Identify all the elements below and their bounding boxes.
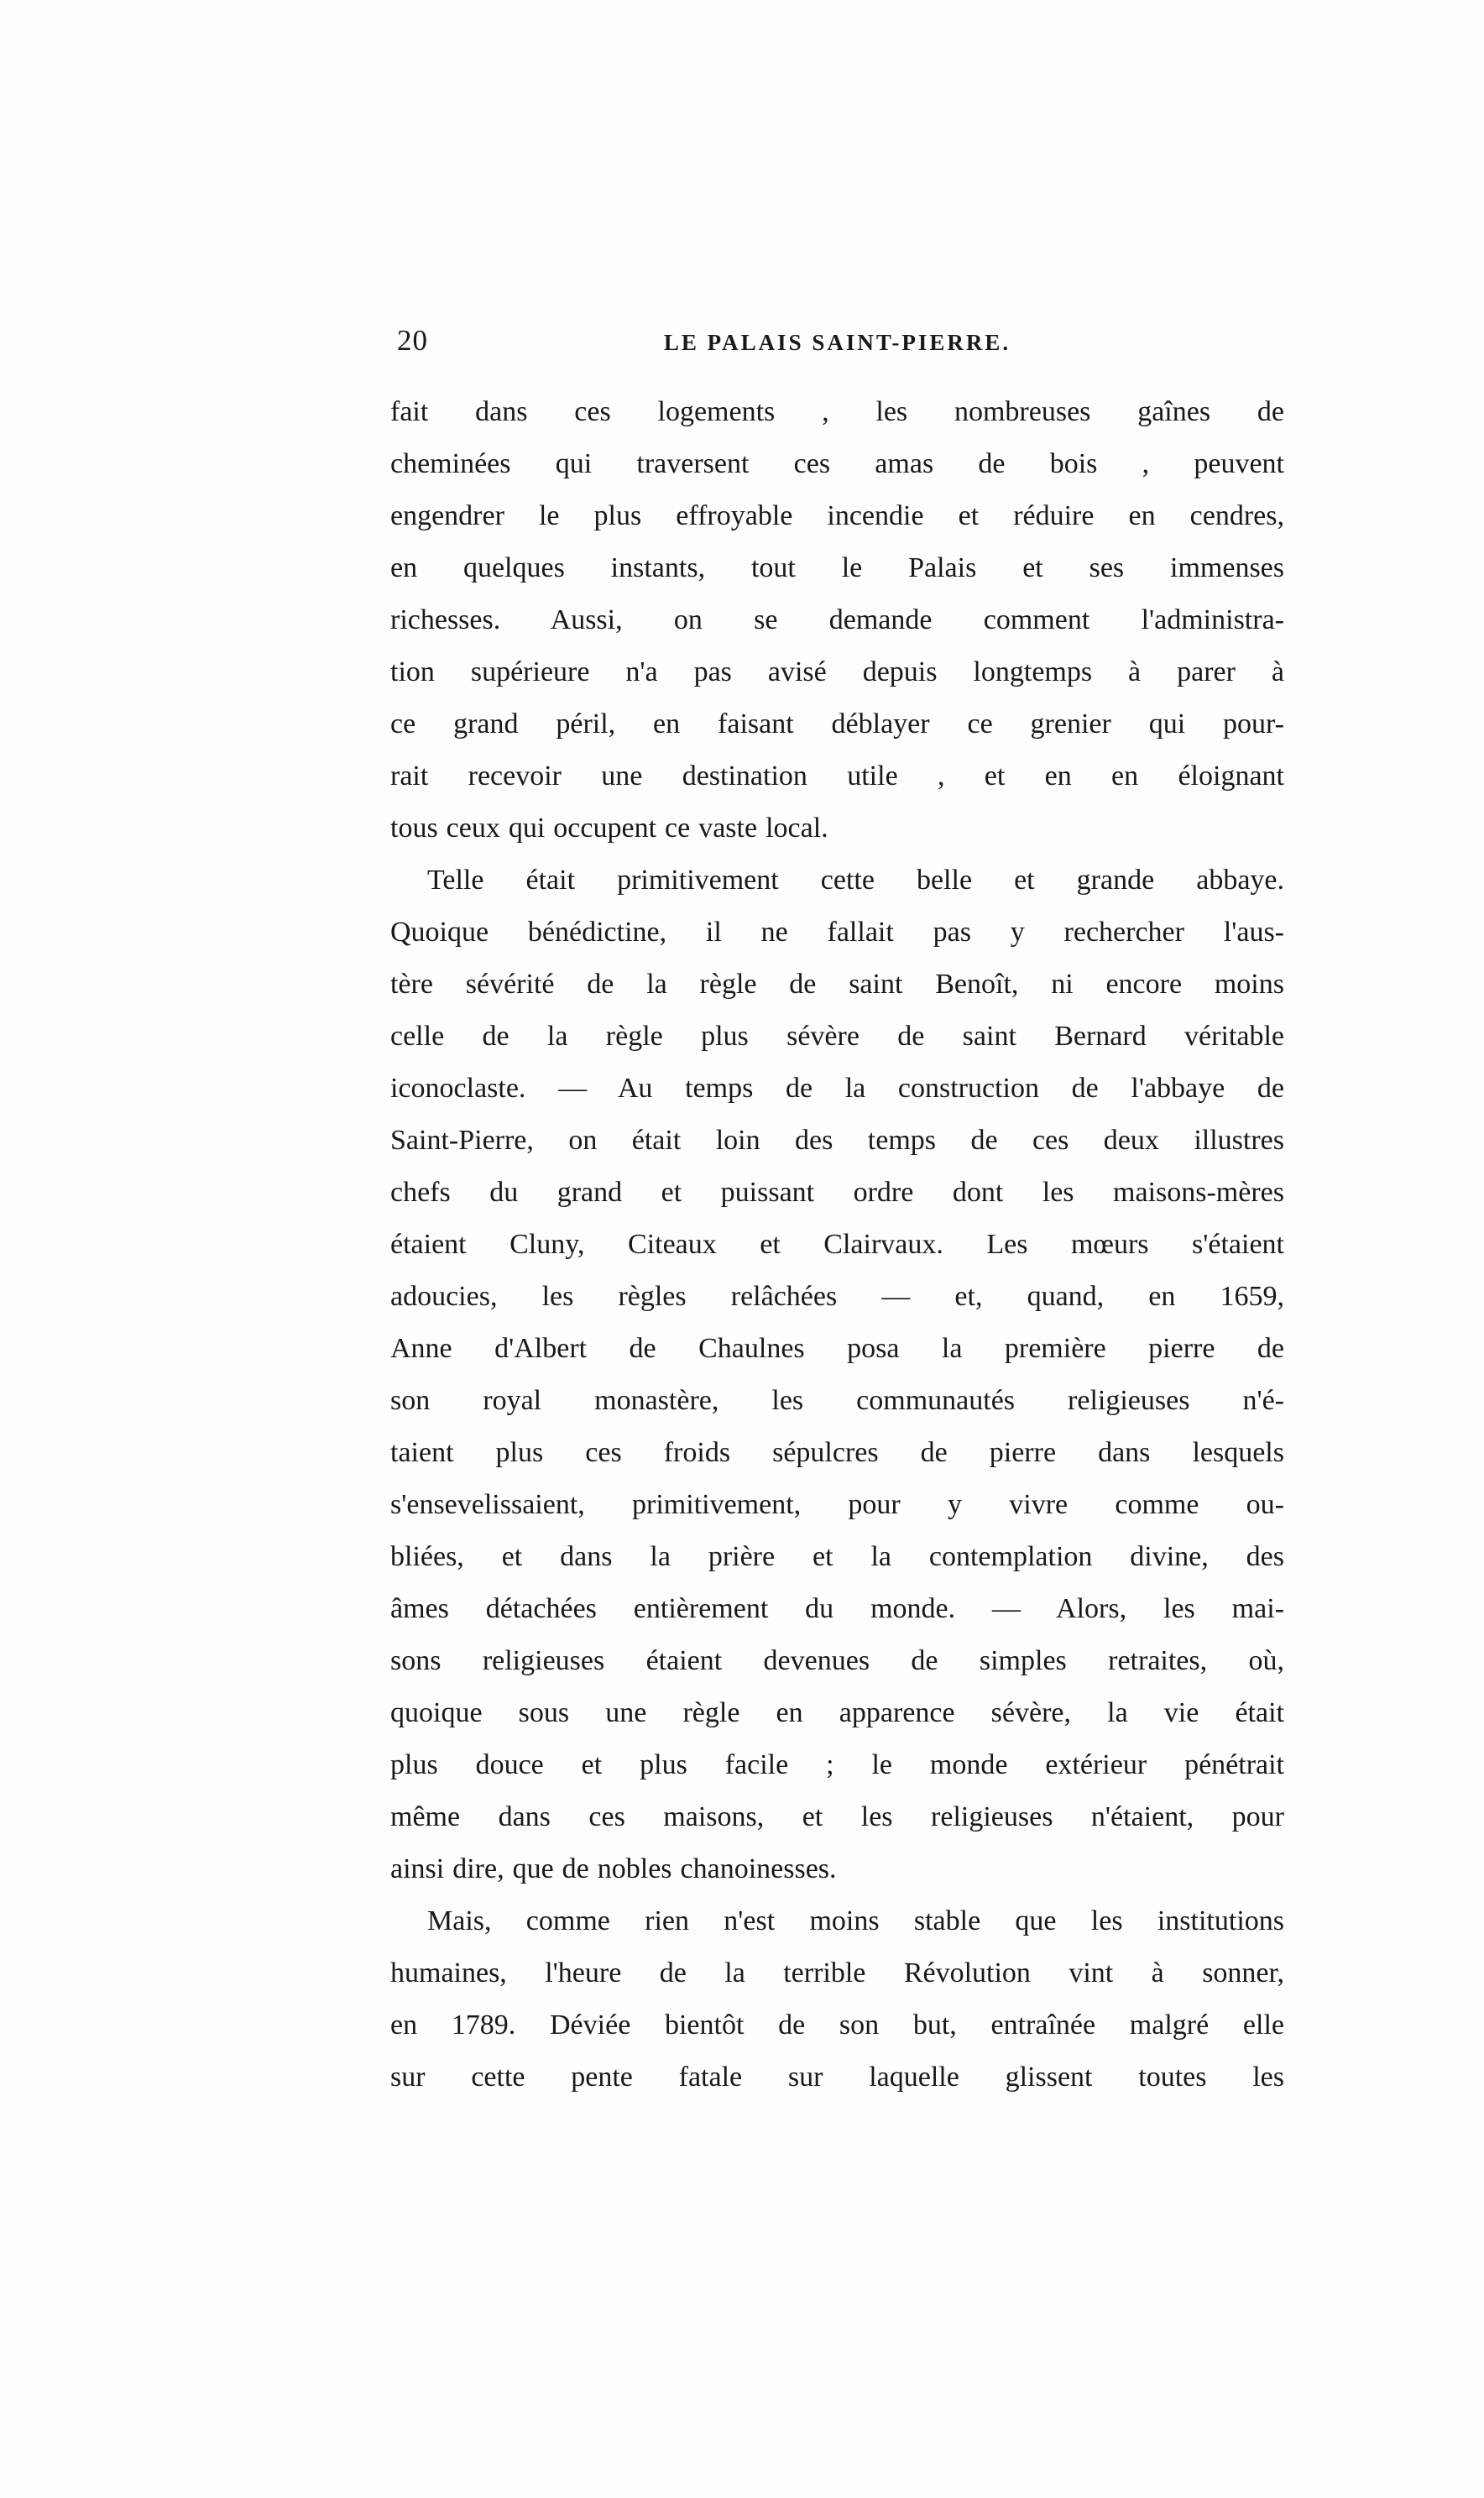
text-line: fait dans ces logements , les nombreuses gaînes de [390, 396, 1284, 427]
text-line: plus douce et plus facile ; le monde extérieur pénétrait [390, 1749, 1284, 1780]
text-line: même dans ces maisons, et les religieuses n'étaient, pour [390, 1801, 1284, 1832]
text-line: tère sévérité de la règle de saint Benoît, ni encore moins [390, 969, 1284, 1000]
paragraph [390, 1895, 1284, 2103]
text-line: en quelques instants, tout le Palais et ses immenses [390, 552, 1284, 583]
text-line: humaines, l'heure de la terrible Révolution vint à sonner, [390, 1957, 1284, 1988]
text-line: Saint-Pierre, on était loin des temps de ces deux illustres [390, 1125, 1284, 1156]
paragraph [390, 386, 1284, 854]
text-line: sons religieuses étaient devenues de simples retraites, où, [390, 1645, 1284, 1676]
text-line: Anne d'Albert de Chaulnes posa la première pierre de [390, 1333, 1284, 1364]
text-line: s'ensevelissaient, primitivement, pour y vivre comme ou- [390, 1489, 1284, 1520]
text-line: sur cette pente fatale sur laquelle glissent toutes les [390, 2062, 1284, 2093]
text-line: âmes détachées entièrement du monde. — Alors, les mai- [390, 1593, 1284, 1624]
paragraph [390, 854, 1284, 1895]
text-line: quoique sous une règle en apparence sévère, la vie était [390, 1697, 1284, 1728]
text-line: son royal monastère, les communautés religieuses n'é- [390, 1385, 1284, 1416]
text-line: Mais, comme rien n'est moins stable que les institutions [427, 1905, 1284, 1936]
text-line: adoucies, les règles relâchées — et, quand, en 1659, [390, 1281, 1284, 1312]
text-line: taient plus ces froids sépulcres de pierre dans lesquels [390, 1437, 1284, 1468]
text-line: chefs du grand et puissant ordre dont les maisons-mères [390, 1177, 1284, 1208]
text-line: cheminées qui traversent ces amas de bois , peuvent [390, 448, 1284, 479]
running-title: LE PALAIS SAINT-PIERRE. [663, 330, 1011, 355]
text-line: étaient Cluny, Citeaux et Clairvaux. Les mœurs s'étaient [390, 1229, 1284, 1260]
text-line: Telle était primitivement cette belle et grande abbaye. [427, 865, 1284, 896]
text-line: en 1789. Déviée bientôt de son but, entraînée malgré elle [390, 2009, 1284, 2041]
text-block [390, 386, 1284, 2103]
page-number: 20 [397, 324, 428, 357]
text-line: richesses. Aussi, on se demande comment l'administra- [390, 604, 1284, 635]
text-line: engendrer le plus effroyable incendie et réduire en cendres, [390, 500, 1284, 531]
text-line: tous ceux qui occupent ce vaste local. [390, 813, 828, 844]
text-line: rait recevoir une destination utile , et en en éloignant [390, 760, 1284, 792]
text-line: ainsi dire, que de nobles chanoinesses. [390, 1853, 837, 1884]
text-line: Quoique bénédictine, il ne fallait pas y rechercher l'aus- [390, 917, 1284, 948]
page-header [390, 324, 1284, 364]
text-line: iconoclaste. — Au temps de la construction de l'abbaye de [390, 1073, 1284, 1104]
text-line: bliées, et dans la prière et la contemplation divine, des [390, 1541, 1284, 1572]
text-line: tion supérieure n'a pas avisé depuis longtemps à parer à [390, 656, 1284, 687]
text-line: celle de la règle plus sévère de saint Bernard véritable [390, 1021, 1284, 1052]
text-line: ce grand péril, en faisant déblayer ce grenier qui pour- [390, 708, 1284, 739]
